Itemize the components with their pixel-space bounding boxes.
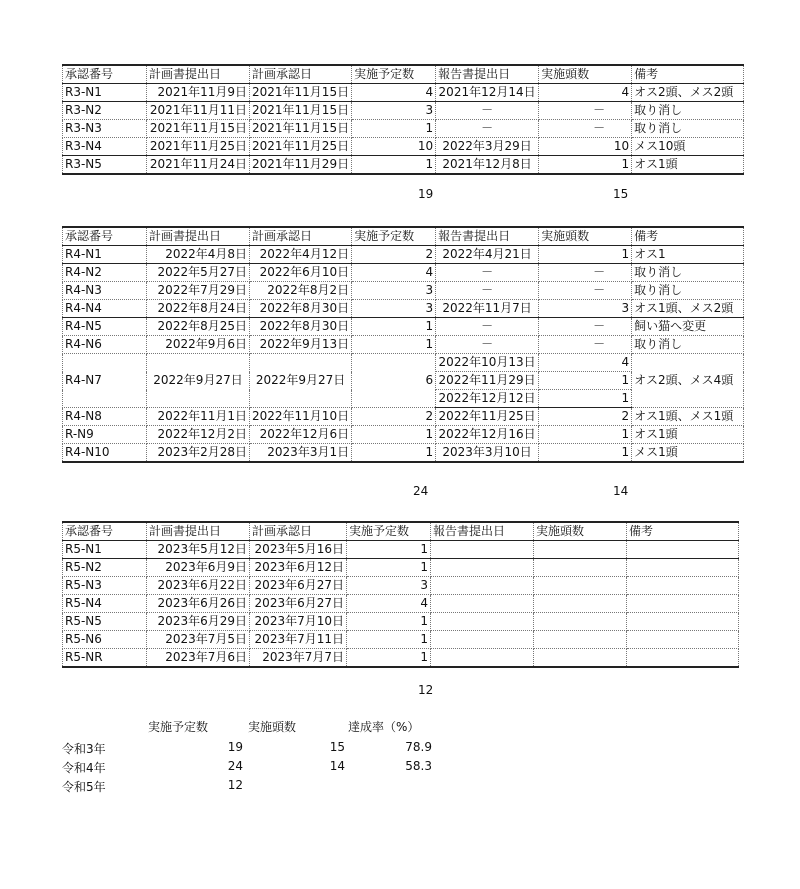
cell-approve: 2022年12月6日	[250, 426, 352, 444]
cell-planned: 1	[352, 156, 436, 175]
cell-report: 2022年3月29日	[436, 138, 539, 156]
col-header-approve: 計画承認日	[250, 522, 347, 541]
cell-submit: 2023年2月28日	[147, 444, 250, 463]
cell-count: 4	[539, 354, 632, 372]
cell-count: 1	[539, 444, 632, 463]
table-row	[63, 84, 744, 102]
table-row	[63, 408, 744, 426]
table-row	[63, 631, 739, 649]
cell-report	[431, 595, 534, 613]
cell-planned: 1	[352, 120, 436, 138]
table-row	[63, 541, 739, 559]
cell-id: R4-N6	[63, 336, 147, 354]
cell-approve: 2021年11月29日	[250, 156, 352, 175]
cell-note: メス10頭	[632, 138, 744, 156]
cell-approve: 2022年8月30日	[250, 318, 352, 336]
cell-id: R4-N7	[63, 354, 147, 408]
cell-submit: 2023年6月26日	[147, 595, 250, 613]
col-header-report: 報告書提出日	[436, 227, 539, 246]
r3-total-planned: 19	[418, 187, 434, 201]
table-row	[63, 613, 739, 631]
cell-approve: 2023年6月12日	[250, 559, 347, 577]
cell-count	[534, 559, 627, 577]
col-header-note: 備考	[632, 227, 744, 246]
cell-count	[534, 577, 627, 595]
cell-report: 2022年12月16日	[436, 426, 539, 444]
col-header-report: 報告書提出日	[431, 522, 534, 541]
cell-id: R4-N10	[63, 444, 147, 463]
col-header-planned: 実施予定数	[352, 65, 436, 84]
cell-note: オス1頭、メス1頭	[632, 408, 744, 426]
cell-submit: 2021年11月11日	[147, 102, 250, 120]
cell-note: 取り消し	[632, 264, 744, 282]
cell-approve: 2023年7月7日	[250, 649, 347, 668]
table-row	[63, 156, 744, 175]
cell-submit: 2022年8月24日	[147, 300, 250, 318]
cell-planned: 6	[352, 354, 436, 408]
cell-submit: 2021年11月25日	[147, 138, 250, 156]
cell-note	[627, 595, 739, 613]
cell-id: R5-N3	[63, 577, 147, 595]
cell-submit: 2023年6月9日	[147, 559, 250, 577]
cell-count: 3	[539, 300, 632, 318]
cell-count	[534, 649, 627, 668]
cell-note: オス2頭、メス2頭	[632, 84, 744, 102]
cell-id: R5-N4	[63, 595, 147, 613]
table-row	[63, 559, 739, 577]
r4-total-planned: 24	[413, 484, 429, 498]
cell-note: オス1	[632, 246, 744, 264]
cell-approve: 2021年11月15日	[250, 102, 352, 120]
r3-total-count: 15	[613, 187, 629, 201]
cell-id: R3-N3	[63, 120, 147, 138]
cell-submit: 2022年5月27日	[147, 264, 250, 282]
col-header-submit: 計画書提出日	[147, 65, 250, 84]
summary-row-label: 令和5年	[62, 780, 106, 794]
cell-planned: 1	[352, 336, 436, 354]
cell-report: 2021年12月8日	[436, 156, 539, 175]
cell-note: 取り消し	[632, 336, 744, 354]
cell-report: －	[436, 318, 539, 336]
cell-count: －	[539, 282, 632, 300]
cell-planned: 1	[352, 426, 436, 444]
cell-id: R4-N2	[63, 264, 147, 282]
table-row	[63, 138, 744, 156]
table-row	[63, 300, 744, 318]
cell-approve: 2021年11月15日	[250, 84, 352, 102]
cell-approve: 2021年11月15日	[250, 120, 352, 138]
summary-row-rate: 78.9	[405, 740, 432, 754]
cell-id: R5-NR	[63, 649, 147, 668]
cell-planned: 1	[352, 444, 436, 463]
table-row	[63, 649, 739, 668]
col-header-approve: 計画承認日	[250, 227, 352, 246]
cell-approve: 2023年6月27日	[250, 577, 347, 595]
r5-total-planned: 12	[418, 683, 434, 697]
cell-submit: 2022年12月2日	[147, 426, 250, 444]
cell-report: －	[436, 120, 539, 138]
cell-count: 1	[539, 426, 632, 444]
cell-note: オス1頭	[632, 156, 744, 175]
cell-report	[431, 631, 534, 649]
col-header-submit: 計画書提出日	[147, 522, 250, 541]
table-r3	[62, 64, 744, 175]
cell-report: 2021年12月14日	[436, 84, 539, 102]
table-row	[63, 264, 744, 282]
summary-row-planned: 12	[227, 778, 243, 792]
summary-row-label: 令和4年	[62, 761, 106, 775]
cell-report	[431, 577, 534, 595]
cell-report: －	[436, 102, 539, 120]
cell-id: R5-N1	[63, 541, 147, 559]
cell-planned: 1	[352, 318, 436, 336]
cell-count: 1	[539, 390, 632, 408]
cell-approve: 2022年8月30日	[250, 300, 352, 318]
cell-id: R5-N5	[63, 613, 147, 631]
cell-note: メス1頭	[632, 444, 744, 463]
summary-row-label: 令和3年	[62, 742, 106, 756]
cell-id: R4-N1	[63, 246, 147, 264]
cell-count	[534, 631, 627, 649]
cell-approve: 2023年6月27日	[250, 595, 347, 613]
table-r5	[62, 521, 739, 668]
r4-total-count: 14	[613, 484, 629, 498]
cell-approve: 2023年7月10日	[250, 613, 347, 631]
header-row	[63, 522, 739, 541]
cell-count: 2	[539, 408, 632, 426]
cell-note	[627, 613, 739, 631]
cell-report	[431, 613, 534, 631]
cell-approve: 2023年5月16日	[250, 541, 347, 559]
cell-count: 4	[539, 84, 632, 102]
cell-planned: 10	[352, 138, 436, 156]
cell-report: 2022年11月29日	[436, 372, 539, 390]
table-r4-body	[63, 246, 744, 463]
cell-id: R4-N8	[63, 408, 147, 426]
cell-planned: 4	[352, 84, 436, 102]
cell-planned: 1	[347, 559, 431, 577]
table-row	[63, 426, 744, 444]
cell-count: 1	[539, 246, 632, 264]
cell-planned: 3	[352, 282, 436, 300]
cell-report	[431, 559, 534, 577]
cell-submit: 2023年6月22日	[147, 577, 250, 595]
summary-row-planned: 24	[227, 759, 243, 773]
col-header-count: 実施頭数	[539, 65, 632, 84]
cell-report: －	[436, 264, 539, 282]
cell-planned: 1	[347, 613, 431, 631]
cell-approve: 2022年9月27日	[250, 354, 352, 408]
cell-note: 取り消し	[632, 120, 744, 138]
cell-submit: 2022年9月27日	[147, 354, 250, 408]
cell-planned: 3	[352, 300, 436, 318]
col-header-count: 実施頭数	[539, 227, 632, 246]
table-row	[63, 318, 744, 336]
cell-count: －	[539, 120, 632, 138]
cell-report: －	[436, 336, 539, 354]
cell-submit: 2022年8月25日	[147, 318, 250, 336]
cell-submit: 2023年7月5日	[147, 631, 250, 649]
cell-submit: 2021年11月15日	[147, 120, 250, 138]
table-row	[63, 246, 744, 264]
table-row	[63, 444, 744, 463]
cell-planned: 1	[347, 541, 431, 559]
summary-header-rate: 達成率（%）	[348, 720, 420, 734]
cell-count: －	[539, 318, 632, 336]
cell-note: 取り消し	[632, 102, 744, 120]
summary-header-planned: 実施予定数	[148, 720, 209, 734]
cell-count: －	[539, 102, 632, 120]
cell-submit: 2021年11月9日	[147, 84, 250, 102]
table-row	[63, 120, 744, 138]
cell-report: 2023年3月10日	[436, 444, 539, 463]
cell-submit: 2022年7月29日	[147, 282, 250, 300]
summary-header-count: 実施頭数	[248, 720, 297, 734]
cell-submit: 2022年11月1日	[147, 408, 250, 426]
cell-approve: 2023年7月11日	[250, 631, 347, 649]
cell-approve: 2022年6月10日	[250, 264, 352, 282]
cell-approve: 2022年9月13日	[250, 336, 352, 354]
cell-count: －	[539, 336, 632, 354]
cell-approve: 2022年11月10日	[250, 408, 352, 426]
col-header-submit: 計画書提出日	[147, 227, 250, 246]
table-row	[63, 102, 744, 120]
col-header-id: 承認番号	[63, 227, 147, 246]
cell-planned: 2	[352, 246, 436, 264]
cell-submit: 2023年7月6日	[147, 649, 250, 668]
cell-id: R3-N2	[63, 102, 147, 120]
cell-planned: 1	[347, 631, 431, 649]
cell-note: オス1頭	[632, 426, 744, 444]
cell-id: R5-N6	[63, 631, 147, 649]
cell-planned: 2	[352, 408, 436, 426]
table-r4	[62, 226, 744, 463]
cell-count	[534, 595, 627, 613]
cell-report: 2022年10月13日	[436, 354, 539, 372]
cell-report: 2022年11月7日	[436, 300, 539, 318]
cell-submit: 2022年9月6日	[147, 336, 250, 354]
summary-row-rate: 58.3	[405, 759, 432, 773]
cell-report	[431, 541, 534, 559]
col-header-approve: 計画承認日	[250, 65, 352, 84]
cell-approve: 2022年8月2日	[250, 282, 352, 300]
cell-note	[627, 649, 739, 668]
cell-id: R3-N5	[63, 156, 147, 175]
col-header-count: 実施頭数	[534, 522, 627, 541]
table-row-r4-n7-a	[63, 354, 744, 372]
cell-planned: 4	[352, 264, 436, 282]
cell-note: 飼い猫へ変更	[632, 318, 744, 336]
cell-report: －	[436, 282, 539, 300]
cell-submit: 2023年5月12日	[147, 541, 250, 559]
table-row	[63, 577, 739, 595]
cell-id: R-N9	[63, 426, 147, 444]
cell-count: 10	[539, 138, 632, 156]
cell-planned: 3	[347, 577, 431, 595]
col-header-id: 承認番号	[63, 522, 147, 541]
cell-id: R4-N5	[63, 318, 147, 336]
summary-row-count: 15	[329, 740, 345, 754]
cell-approve: 2022年4月12日	[250, 246, 352, 264]
cell-id: R4-N4	[63, 300, 147, 318]
cell-count: 1	[539, 156, 632, 175]
cell-note	[627, 559, 739, 577]
cell-id: R4-N3	[63, 282, 147, 300]
cell-note	[627, 577, 739, 595]
cell-note: 取り消し	[632, 282, 744, 300]
cell-report: 2022年4月21日	[436, 246, 539, 264]
cell-id: R3-N4	[63, 138, 147, 156]
cell-count: 1	[539, 372, 632, 390]
summary-row-planned: 19	[227, 740, 243, 754]
cell-approve: 2023年3月1日	[250, 444, 352, 463]
cell-count	[534, 613, 627, 631]
cell-id: R5-N2	[63, 559, 147, 577]
cell-submit: 2023年6月29日	[147, 613, 250, 631]
cell-report: 2022年12月12日	[436, 390, 539, 408]
col-header-id: 承認番号	[63, 65, 147, 84]
table-r3-body	[63, 84, 744, 175]
cell-note	[627, 631, 739, 649]
cell-report: 2022年11月25日	[436, 408, 539, 426]
cell-submit: 2021年11月24日	[147, 156, 250, 175]
cell-count	[534, 541, 627, 559]
summary-row-count: 14	[329, 759, 345, 773]
cell-count: －	[539, 264, 632, 282]
cell-planned: 3	[352, 102, 436, 120]
table-row	[63, 282, 744, 300]
cell-planned: 4	[347, 595, 431, 613]
cell-note	[627, 541, 739, 559]
col-header-planned: 実施予定数	[347, 522, 431, 541]
cell-submit: 2022年4月8日	[147, 246, 250, 264]
cell-approve: 2021年11月25日	[250, 138, 352, 156]
cell-note: オス1頭、メス2頭	[632, 300, 744, 318]
col-header-report: 報告書提出日	[436, 65, 539, 84]
col-header-note: 備考	[632, 65, 744, 84]
cell-note: オス2頭、メス4頭	[632, 354, 744, 408]
header-row	[63, 227, 744, 246]
table-r5-body	[63, 541, 739, 668]
col-header-note: 備考	[627, 522, 739, 541]
cell-planned: 1	[347, 649, 431, 668]
table-row	[63, 595, 739, 613]
header-row	[63, 65, 744, 84]
col-header-planned: 実施予定数	[352, 227, 436, 246]
cell-report	[431, 649, 534, 668]
table-row	[63, 336, 744, 354]
cell-id: R3-N1	[63, 84, 147, 102]
